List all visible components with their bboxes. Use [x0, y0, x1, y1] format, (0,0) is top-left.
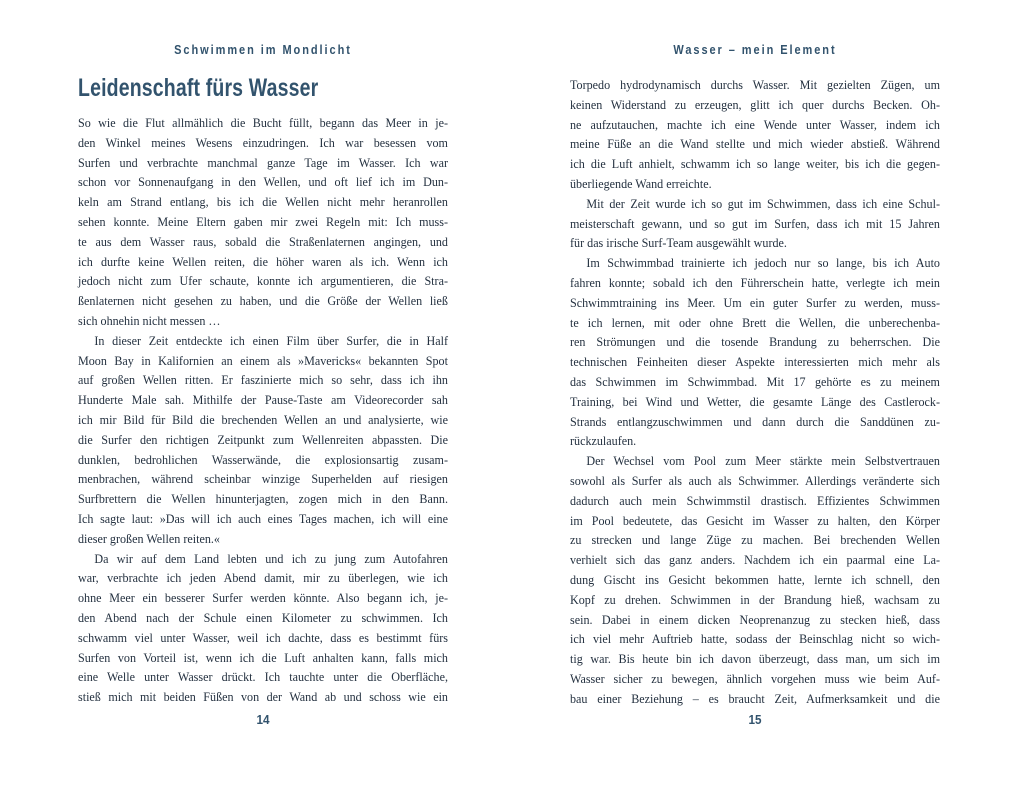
text-line: fahren konnte; sobald ich den Führerschein hatte, verlegte ich mein	[570, 275, 940, 290]
text-line: te ich lernen, mit oder ohne Brett die Wellen, die unberechenba-	[570, 315, 940, 330]
text-line: zu strecken und lange Züge zu machen. Bei brechenden Wellen	[570, 533, 940, 548]
text-line: In dieser Zeit entdeckte ich einen Film über Surfer, die in Half	[94, 333, 448, 348]
text-line: das Schwimmen im Schwimmbad. Mit 17 gehörte es zu meinem	[570, 374, 940, 389]
text-line: Im Schwimmbad trainierte ich jedoch nur so lange, bis ich Auto	[586, 256, 940, 271]
text-line: Hunderte Male sah. Mithilfe der Pause-Taste am Videorecorder sah	[78, 393, 448, 408]
page-body-left	[78, 114, 448, 708]
text-line: jedoch nicht zum Ufer schaute, konnte ich argumentieren, die Stra-	[78, 274, 448, 289]
chapter-title: Leidenschaft fürs Wasser	[78, 74, 319, 102]
text-line: verhielt sich das ganz anders. Nachdem ich ein paarmal eine La-	[570, 553, 940, 568]
text-line: den Abend nach der Schule einen Kilometer zu schwimmen. Ich	[78, 610, 448, 625]
text-line: Wasser sicher zu bewegen, ähnlich vorgehen muss wie beim Auf-	[570, 671, 940, 686]
running-head-left: Schwimmen im Mondlicht	[174, 43, 352, 57]
text-line: dadurch auch mein Schwimmstil drastisch. Effizientes Schwimmen	[570, 493, 940, 508]
text-line: war, verbrachte ich jeden Abend damit, mir zu überlegen, wie ich	[78, 571, 448, 586]
text-line: dung Gischt ins Gesicht bekommen hatte, lernte ich schnell, den	[570, 572, 940, 587]
text-line: eine Welle unter Wasser drückt. Ich tauchte unter die Oberfläche,	[78, 670, 448, 685]
text-line: bau einer Beziehung – es braucht Zeit, Aufmerksamkeit und die	[570, 691, 940, 706]
text-line: ich viel mehr Auftrieb hatte, sodass der Beinschlag nicht so wich-	[570, 632, 940, 647]
text-line: dunklen, bedrohlichen Wasserwände, die explosionsartig zusam-	[78, 452, 448, 467]
text-line: ren Strömungen und die tosende Brandung zu beherrschen. Die	[570, 335, 940, 350]
paragraph	[570, 195, 940, 254]
text-line: stieß mich mit beiden Füßen von der Wand ab und schoss wie ein	[78, 690, 448, 705]
text-line: Surfen von Vorteil ist, wenn ich die Luft anhalten kann, falls mich	[78, 650, 448, 665]
text-line: auf großen Wellen ritten. Er faszinierte mich so sehr, dass ich ihn	[78, 373, 448, 388]
page-number-left: 14	[256, 712, 270, 727]
text-line: Kopf zu drehen. Schwimmen in der Brandung hieß, wachsam zu	[570, 592, 940, 607]
page-body-right	[570, 76, 940, 710]
text-line: rückzulaufen.	[570, 434, 637, 449]
text-line: den Winkel meines Wesens einzudringen. Ich war besessen vom	[78, 135, 448, 150]
text-line: Strands entlangzuschwimmen und dann durch die Sanddünen zu-	[570, 414, 940, 429]
text-line: im Pool bedeutete, das Gesicht im Wasser zu halten, den Körper	[570, 513, 940, 528]
text-line: keln am Strand entlang, bis ich die Wellen nicht mehr heranrollen	[78, 195, 448, 210]
text-line: menbrachen, während scheinbar winzige Superhelden auf riesigen	[78, 472, 448, 487]
text-line: Moon Bay in Kalifornien an einem als »Mavericks« bekannten Spot	[78, 353, 448, 368]
text-line: tig war. Bis heute bin ich davon überzeugt, dass man, um sich im	[570, 652, 940, 667]
text-line: Surfbrettern die Wellen hinunterjagten, zogen mich in den Bann.	[78, 492, 448, 507]
page-number-right: 15	[748, 712, 762, 727]
text-line: ich durfte keine Wellen reiten, die höher waren als ich. Wenn ich	[78, 254, 448, 269]
paragraph	[78, 332, 448, 550]
text-line: meine Füße an die Wand stellte und mich wieder abstieß. Während	[570, 137, 940, 152]
text-line: sich ohnehin nicht messen …	[78, 313, 221, 328]
text-line: te aus dem Wasser raus, sobald die Straßenlaternen angingen, und	[78, 234, 448, 249]
text-line: dieser großen Wellen reiten.«	[78, 531, 220, 546]
running-head-right: Wasser – mein Element	[673, 43, 837, 57]
text-line: überliegende Wand erreichte.	[570, 176, 712, 191]
text-line: meisterschaft gewann, und so gut im Surfen, dass ich mit 15 Jahren	[570, 216, 940, 231]
text-line: ßenlaternen nicht gesehen zu haben, und die Größe der Wellen ließ	[78, 294, 448, 309]
paragraph	[78, 550, 448, 708]
text-line: Torpedo hydrodynamisch durchs Wasser. Mit gezielten Zügen, um	[570, 78, 940, 92]
page-right	[510, 0, 1020, 788]
paragraph	[78, 114, 448, 332]
text-line: sowohl als Surfer als auch als Schwimmer. Allerdings veränderte sich	[570, 473, 940, 488]
paragraph	[570, 254, 940, 452]
text-line: Ich sagte laut: »Das will ich auch eines Tages machen, ich will eine	[78, 511, 448, 526]
paragraph	[570, 452, 940, 709]
text-line: Der Wechsel vom Pool zum Meer stärkte mein Selbstvertrauen	[586, 454, 940, 469]
text-line: schon vor Sonnenaufgang in den Wellen, und oft lief ich im Dun-	[78, 175, 448, 190]
text-line: Training, bei Wind und Wetter, die gesamte Länge des Castlerock-	[570, 394, 940, 409]
text-line: keinen Widerstand zu erzeugen, glitt ich quer durchs Becken. Oh-	[570, 97, 940, 112]
text-line: technischen Feinheiten dieser Aspekte interessierten mich mehr als	[570, 355, 940, 370]
text-line: ich die Luft anhielt, schwamm ich so lange weiter, bis ich die gegen-	[570, 157, 940, 172]
text-line: So wie die Flut allmählich die Bucht füllt, begann das Meer in je-	[78, 116, 448, 130]
text-line: ohne Meer ein besserer Surfer werden könnte. Also begann ich, je-	[78, 591, 448, 606]
text-line: Da wir auf dem Land lebten und ich zu jung zum Autofahren	[94, 551, 448, 566]
text-line: schwamm viel unter Wasser, weil ich dachte, dass es bestimmt fürs	[78, 630, 448, 645]
paragraph	[570, 76, 940, 195]
text-line: Mit der Zeit wurde ich so gut im Schwimmen, dass ich eine Schul-	[586, 196, 940, 211]
text-line: ich mir Bild für Bild die brechenden Wellen an und analysierte, wie	[78, 412, 448, 427]
text-line: für das irische Surf-Team ausgewählt wurde.	[570, 236, 787, 251]
text-line: die Surfer den richtigen Zeitpunkt zum Wellenreiten abpassten. Die	[78, 432, 448, 447]
text-line: Schwimmtraining ins Meer. Um ein guter Surfer zu werden, muss-	[570, 295, 940, 310]
text-line: sein. Dabei in einem dicken Neoprenanzug zu stecken hieß, dass	[570, 612, 940, 627]
text-line: sehen konnte. Meine Eltern gaben mir zwei Regeln mit: Ich muss-	[78, 214, 448, 229]
text-line: Surfen und verbrachte manchmal ganze Tage im Wasser. Ich war	[78, 155, 448, 170]
text-line: ne aufzutauchen, machte ich eine Wende unter Wasser, indem ich	[570, 117, 940, 132]
